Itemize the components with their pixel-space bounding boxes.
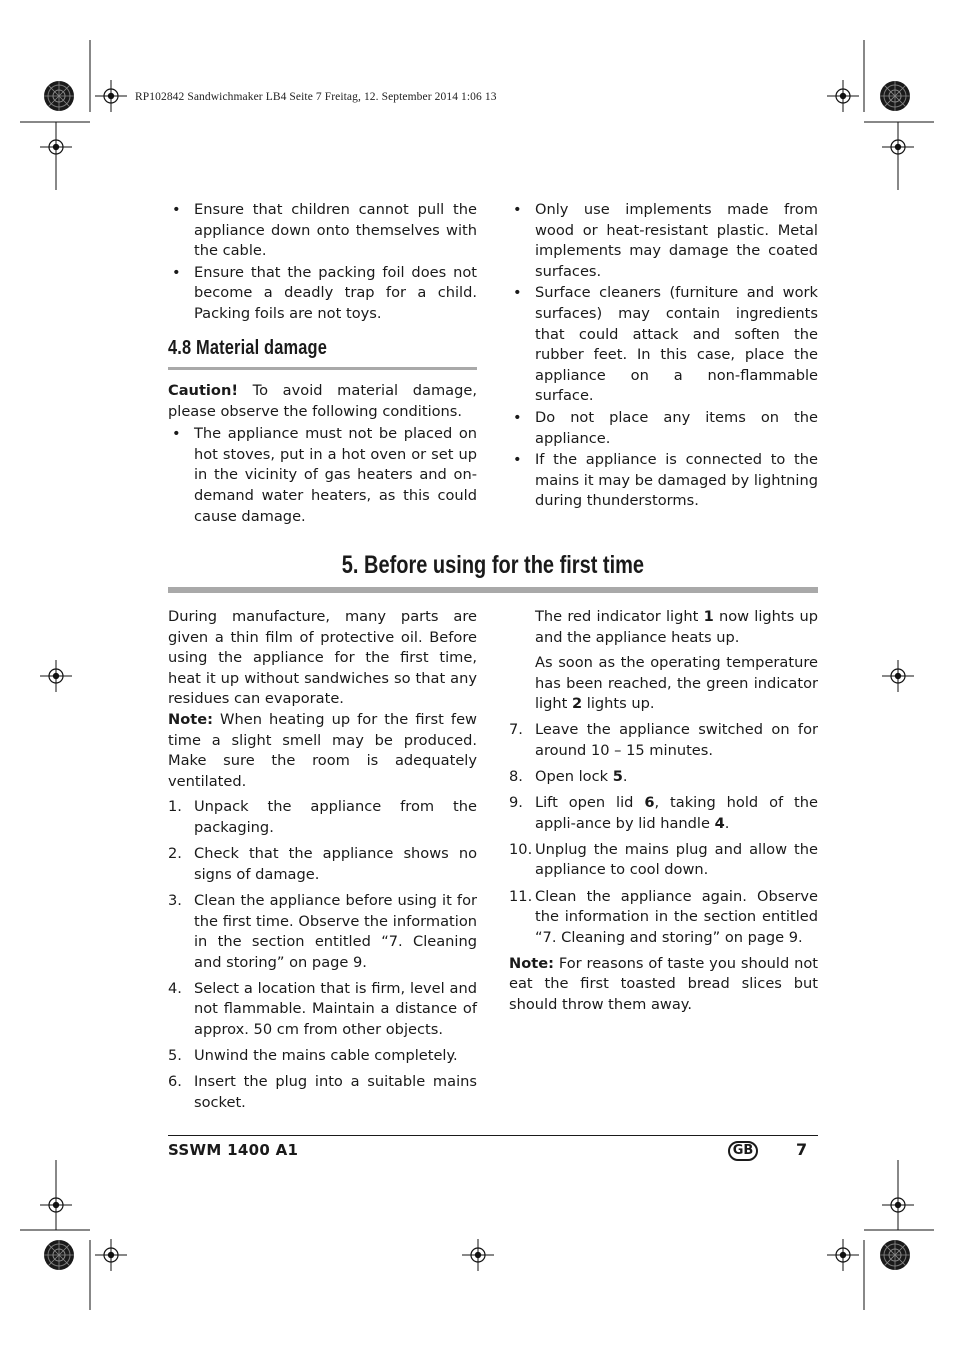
- caution-label: Caution!: [168, 382, 238, 399]
- step-number: 5.: [168, 1047, 182, 1065]
- left-column-top: [168, 200, 477, 326]
- model-number: SSWM 1400 A1: [168, 1141, 299, 1159]
- material-damage-content: [168, 381, 477, 528]
- chapter-rule: [168, 587, 818, 593]
- step-text: Insert the plug into a suitable mains socket.: [194, 1073, 477, 1112]
- steps-list: [168, 797, 477, 1113]
- right-column-bottom: [509, 607, 818, 1016]
- note-text: When heating up for the first few time a slight smell may be produced. Make sure the room is adequately ventilated.: [168, 710, 477, 790]
- list-item: [509, 887, 818, 949]
- list-item: [168, 797, 477, 838]
- step-text: .: [622, 767, 628, 785]
- step-number: 6.: [168, 1073, 182, 1091]
- list-item: • Do not place any items on the appliance.: [509, 408, 818, 449]
- section-heading-4-8: [168, 337, 477, 370]
- step-text: Unpack the appliance from the packaging.: [194, 798, 477, 836]
- note-label: Note:: [509, 954, 554, 972]
- language-badge: GB: [728, 1141, 758, 1161]
- step-number: 4.: [168, 979, 182, 997]
- step-text: Unplug the mains plug and allow the appliance to cool down.: [535, 840, 818, 879]
- step-6-continuation: [509, 607, 818, 648]
- step-number: 7.: [509, 720, 523, 738]
- step-text: Leave the appliance switched on for around 10 – 15 minutes.: [535, 720, 818, 759]
- step-number: 8.: [509, 767, 523, 785]
- right-column-top: [509, 200, 818, 513]
- step-number: 1.: [168, 798, 182, 816]
- ref-number: 6: [644, 793, 655, 811]
- step-text: Lift open lid: [535, 793, 645, 811]
- step-text: Open lock: [535, 767, 613, 785]
- intro-paragraph: During manufacture, many parts are given a thin film of protective oil. Before using the appliance for the first time, heat it up without sandwiches so that any residues can evaporate.: [168, 608, 477, 708]
- step-text: Check that the appliance shows no signs of damage.: [194, 845, 477, 883]
- step-6-continuation: [509, 653, 818, 715]
- print-slug: RP102842 Sandwichmaker LB4 Seite 7 Freitag, 12. September 2014 1:06 13: [135, 91, 497, 103]
- list-item: [168, 1072, 477, 1113]
- ref-number: 5: [612, 767, 623, 785]
- caution-text: To avoid material damage, please observe the following conditions.: [168, 382, 477, 420]
- list-item: [509, 767, 818, 788]
- step-number: 11.: [509, 887, 533, 905]
- ref-number: 4: [714, 814, 725, 832]
- section-title: 4.8 Material damage: [168, 337, 327, 359]
- left-column-bottom: [168, 607, 477, 1119]
- safety-bullet-list: [509, 200, 818, 512]
- step-number: 10.: [509, 840, 533, 858]
- safety-bullet-list: [168, 200, 477, 325]
- list-item: • Only use implements made from wood or heat-resistant plastic. Metal implements may damage the coated surfaces.: [509, 200, 818, 282]
- list-item: [509, 840, 818, 881]
- step-text: Clean the appliance before using it for the first time. Observe the information in the section entitled “7. Cleaning and storing” on page 9.: [194, 891, 477, 971]
- chapter-heading: [168, 551, 818, 580]
- step-number: 3.: [168, 891, 182, 909]
- list-item: • Ensure that the packing foil does not become a deadly trap for a child. Packing foils are not toys.: [168, 263, 477, 325]
- cont-text: lights up.: [582, 695, 655, 713]
- note-paragraph: [168, 710, 477, 792]
- cont-text: As soon as the operating temperature has been reached, the green indicator light: [535, 654, 818, 713]
- list-item: • If the appliance is connected to the mains it may be damaged by lightning during thunderstorms.: [509, 450, 818, 512]
- page-number: 7: [796, 1140, 808, 1159]
- steps-list: [509, 720, 818, 948]
- list-item: [168, 979, 477, 1041]
- ref-number: 2: [571, 695, 583, 713]
- step-text: Unwind the mains cable completely.: [194, 1047, 458, 1065]
- step-number: 9.: [509, 793, 523, 811]
- chapter-title: 5. Before using for the first time: [341, 551, 645, 579]
- cont-text: now lights up and the appliance heats up.: [535, 608, 818, 646]
- note-paragraph: [509, 954, 818, 1016]
- list-item: • Ensure that children cannot pull the appliance down onto themselves with the cable.: [168, 200, 477, 262]
- step-text: .: [724, 814, 730, 832]
- caution-paragraph: [168, 381, 477, 422]
- list-item: [168, 891, 477, 973]
- list-item: [509, 720, 818, 761]
- step-text: , taking hold of the appli-ance by lid handle: [535, 793, 818, 832]
- list-item: • The appliance must not be placed on hot stoves, put in a hot oven or set up in the vicinity of gas heaters and on-demand water heaters, as this could cause damage.: [168, 424, 477, 527]
- list-item: [509, 793, 818, 834]
- heading-underline: [168, 367, 477, 370]
- step-text: Clean the appliance again. Observe the information in the section entitled “7. Cleaning and storing” on page 9.: [535, 887, 818, 946]
- note-label: Note:: [168, 710, 213, 728]
- step-number: 2.: [168, 845, 182, 863]
- cont-text: The red indicator light: [535, 608, 704, 625]
- note-text: For reasons of taste you should not eat the first toasted bread slices but should throw them away.: [509, 954, 818, 1014]
- footer-rule: [168, 1135, 818, 1136]
- list-item: [168, 844, 477, 885]
- caution-bullet-list: [168, 424, 477, 527]
- ref-number: 1: [703, 608, 714, 625]
- step-text: Select a location that is firm, level and not flammable. Maintain a distance of approx. 50 cm from other objects.: [194, 979, 477, 1039]
- list-item: [168, 1046, 477, 1067]
- list-item: • Surface cleaners (furniture and work surfaces) may contain ingredients that could attack and soften the rubber feet. In this case, place the appliance on a non-flammable surface.: [509, 283, 818, 407]
